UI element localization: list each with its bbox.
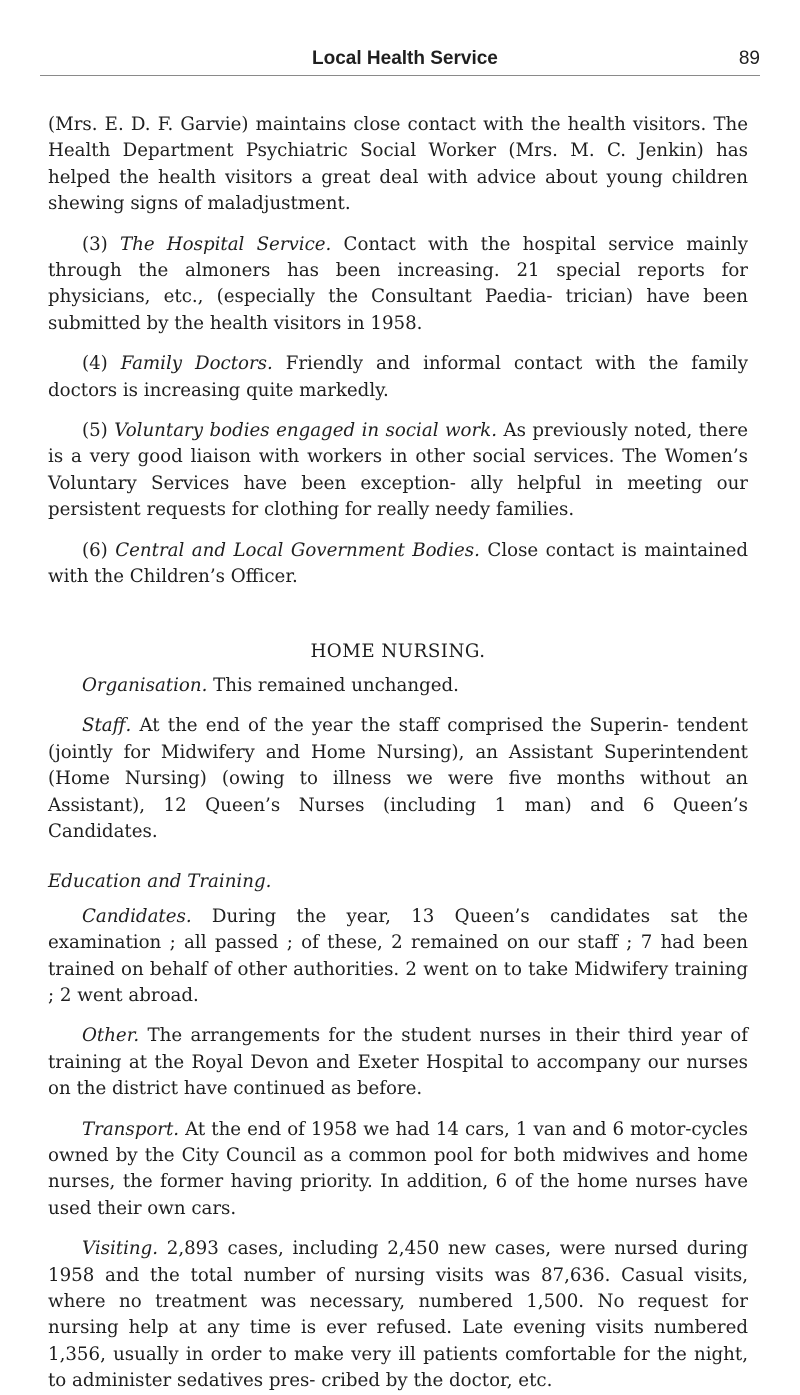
subheading-education-training — [48, 869, 748, 895]
paragraph-family-doctors — [48, 351, 748, 404]
page-number: 89 — [738, 48, 760, 69]
section-heading-home-nursing: HOME NURSING. — [310, 640, 486, 662]
item-title: Other. — [82, 1025, 140, 1047]
item-title: Organisation. — [82, 674, 208, 696]
body-text — [48, 112, 748, 1395]
paragraph-garvie: (Mrs. E. D. F. Garvie) maintains close contact with the health visitors. The Health Department Psychiatric Social Worker (Mrs. M. C. Jenkin) has helped the health visitors a great deal with advice about young children shewing signs of maladjustment. — [48, 114, 748, 215]
item-text: Friendly and informal contact with the family doctors is increasing quite markedly. — [48, 353, 748, 401]
item-title: Transport. — [82, 1118, 180, 1140]
item-text: This remained unchanged. — [207, 674, 459, 696]
item-title: Voluntary bodies engaged in social work. — [114, 420, 497, 442]
item-text: 2,893 cases, including 2,450 new cases, were nursed during 1958 and the total number of nursing visits was 87,636. Casual visits, where no treatment was necessary, numbered 1,500. No request for nursing help at any time is ever refused. Late evening visits numbered 1,356, usually in order to make very ill patients comfortable for the night, to administer sedatives pres- cribed by the doctor, etc. — [48, 1238, 748, 1392]
item-title: Education and Training. — [48, 871, 272, 893]
paragraph-staff — [48, 713, 748, 845]
header-rule — [40, 75, 760, 76]
paragraph-voluntary-bodies — [48, 418, 748, 524]
paragraph-transport — [48, 1117, 748, 1223]
item-number: (5) — [82, 420, 115, 442]
item-number: (4) — [82, 353, 121, 375]
item-text: Close contact is maintained with the Children’s Officer. — [48, 539, 748, 588]
item-text: As previously noted, there is a very good liaison with workers in other social services. The Women’s Voluntary Services have been exception- ally helpful in meeting our persistent requests for clothing for really needy families. — [48, 420, 748, 521]
paragraph-visiting — [48, 1236, 748, 1394]
item-number: (6) — [82, 539, 116, 561]
item-text: The arrangements for the student nurses in their third year of training at the Royal Devon and Exeter Hospital to accompany our nurses on the district have continued as before. — [48, 1025, 748, 1100]
item-text: At the end of the year the staff comprised the Superin- tendent (jointly for Midwifery and Home Nursing), an Assistant Superintendent (Home Nursing) (owing to illness we were five months without an Assistant), 12 Queen’s Nurses (including 1 man) and 6 Queen’s Candidates. — [48, 715, 748, 842]
item-title: Staff. — [82, 715, 132, 737]
running-title: Local Health Service — [312, 48, 498, 69]
paragraph-candidates — [48, 904, 748, 1010]
item-number: (3) — [82, 233, 120, 255]
item-title: Family Doctors. — [120, 353, 273, 375]
item-text: At the end of 1958 we had 14 cars, 1 van and 6 motor-cycles owned by the City Council as a common pool for both midwives and home nurses, the former having priority. In addition, 6 of the home nurses have used their own cars. — [48, 1118, 748, 1219]
item-title: The Hospital Service. — [119, 233, 332, 255]
item-title: Visiting. — [82, 1238, 159, 1260]
item-title: Central and Local Government Bodies. — [115, 539, 480, 561]
item-text: During the year, 13 Queen’s candidates sat the examination ; all passed ; of these, 2 remained on our staff ; 7 had been trained on behalf of other authorities. 2 went on to take Midwifery training ; 2 went abroad. — [48, 905, 748, 1006]
paragraph-central-local-government — [48, 538, 748, 591]
paragraph-organisation — [48, 673, 748, 699]
running-header — [40, 44, 760, 74]
paragraph-hospital-service — [48, 232, 748, 338]
paragraph-other — [48, 1023, 748, 1102]
item-text: Contact with the hospital service mainly through the almoners has been increasing. 21 special reports for physicians, etc., (especially the Consultant Paedia- trician) have been submitted by the health visitors in 1958. — [48, 233, 749, 334]
item-title: Candidates. — [82, 905, 192, 927]
